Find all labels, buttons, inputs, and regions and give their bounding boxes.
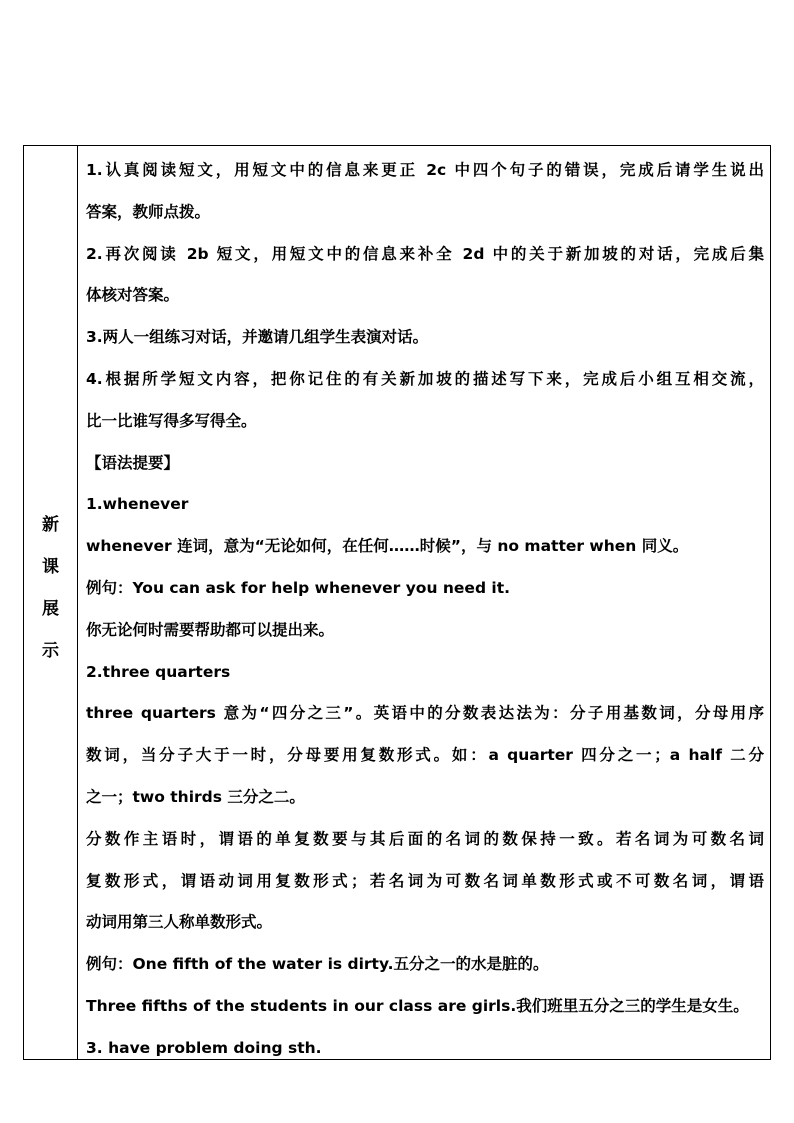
grammar-item-2-rule-end: 动词用第三人称单数形式。 — [86, 913, 273, 932]
lesson-table — [23, 145, 771, 1060]
grammar-item-2-definition: three quarters 意为“四分之三”。英语中的分数表达法为：分子用基数词，分母用序 — [86, 704, 764, 723]
section-label-char: 展 — [42, 598, 59, 619]
grammar-item-2-definition-cont: 数词，当分子大于一时，分母要用复数形式。如：a quarter 四分之一；a half 二分 — [86, 746, 764, 765]
grammar-item-2-definition-end: 之一；two thirds 三分之二。 — [86, 787, 305, 806]
section-label-cell — [24, 146, 78, 1059]
text-line-step2-cont: 体核对答案。 — [86, 286, 180, 305]
grammar-item-1-translation: 你无论何时需要帮助都可以提出来。 — [86, 620, 335, 639]
grammar-item-3-title: 3. have problem doing sth. — [86, 1038, 322, 1057]
grammar-item-1-title: 1.whenever — [86, 495, 189, 514]
text-line-step1: 1.认真阅读短文，用短文中的信息来更正 2c 中四个句子的错误，完成后请学生说出 — [86, 161, 764, 179]
text-line-step4: 4.根据所学短文内容，把你记住的有关新加坡的描述写下来，完成后小组互相交流， — [86, 369, 764, 388]
grammar-item-1-definition: whenever 连词，意为“无论如何，在任何……时候”，与 no matter when 同义。 — [86, 537, 689, 556]
grammar-item-2-example-2: Three fifths of the students in our class are girls.我们班里五分之三的学生是女生。 — [86, 996, 749, 1015]
grammar-item-2-rule: 分数作主语时，谓语的单复数要与其后面的名词的数保持一致。若名词为可数名词 — [86, 829, 764, 848]
section-label-char: 示 — [42, 640, 59, 661]
text-line-step4-cont: 比一比谁写得多写得全。 — [86, 411, 257, 430]
section-label-char: 课 — [42, 556, 59, 577]
grammar-heading: 【语法提要】 — [86, 453, 180, 472]
content-cell — [78, 146, 770, 1059]
grammar-item-1-example: 例句：You can ask for help whenever you need it. — [86, 578, 511, 597]
grammar-item-2-example-1: 例句：One fifth of the water is dirty.五分之一的水是脏的。 — [86, 955, 549, 974]
grammar-item-2-title: 2.three quarters — [86, 662, 231, 681]
text-line-step3: 3.两人一组练习对话，并邀请几组学生表演对话。 — [86, 328, 429, 347]
text-line-step1-cont: 答案，教师点拨。 — [86, 202, 211, 221]
section-label-char: 新 — [42, 514, 59, 535]
grammar-item-2-rule-cont: 复数形式，谓语动词用复数形式；若名词为可数名词单数形式或不可数名词，谓语 — [86, 871, 764, 890]
text-line-step2: 2.再次阅读 2b 短文，用短文中的信息来补全 2d 中的关于新加坡的对话，完成后集 — [86, 244, 764, 263]
